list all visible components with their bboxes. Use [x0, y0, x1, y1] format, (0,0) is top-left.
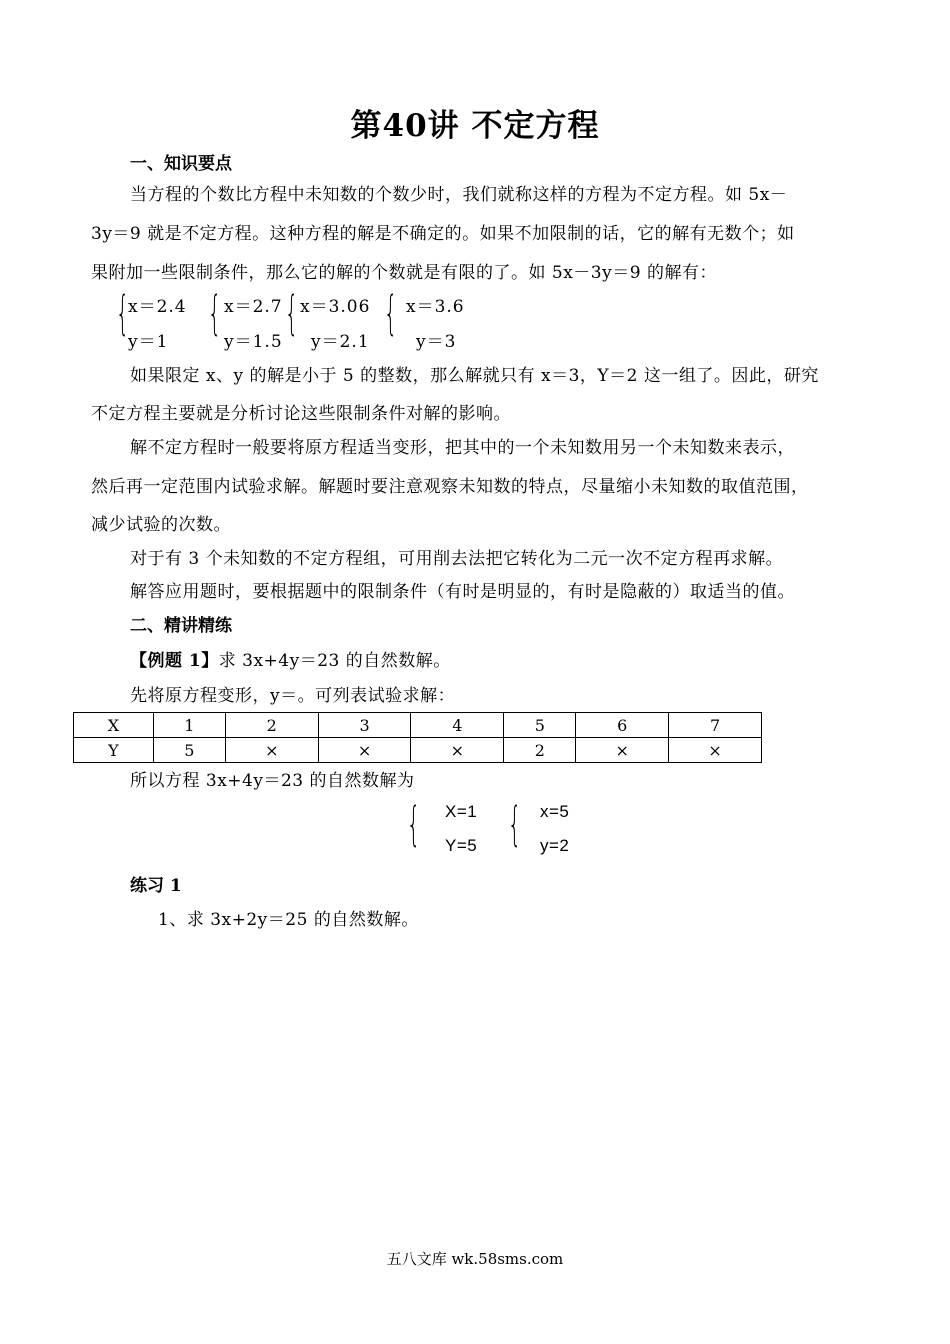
- table-cell: 2: [225, 713, 318, 738]
- table-cell: 2: [504, 738, 576, 763]
- paragraph-line: 对于有 3 个未知数的不定方程组，可用削去法把它转化为二元一次不定方程再求解。: [130, 549, 784, 569]
- page-title: 第40讲 不定方程: [350, 108, 600, 144]
- left-brace: {: [285, 286, 299, 340]
- paragraph-line: 当方程的个数比方程中未知数的个数少时，我们就称这样的方程为不定方程。如 5x－: [130, 185, 788, 205]
- paragraph-line: 不定方程主要就是分析讨论这些限制条件对解的影响。: [91, 404, 511, 424]
- table-cell: X: [74, 713, 154, 738]
- exercise-heading: 练习 1: [130, 876, 182, 896]
- table-cell: ×: [669, 738, 762, 763]
- solution-x: x＝2.4: [128, 297, 187, 317]
- solution-y: y＝2.1: [311, 332, 370, 352]
- left-brace: {: [208, 286, 222, 340]
- exercise-item: 1、求 3x+2y＝25 的自然数解。: [158, 910, 419, 930]
- table-cell: 5: [153, 738, 225, 763]
- answer-y: y=2: [540, 836, 570, 855]
- answer-y: Y=5: [445, 836, 478, 855]
- paragraph-line: 如果限定 x、y 的解是小于 5 的整数，那么解就只有 x＝3，Y＝2 这一组了。因此，研究: [130, 366, 819, 386]
- table-cell: 7: [669, 713, 762, 738]
- example-text: 求 3x+4y＝23 的自然数解。: [218, 651, 451, 671]
- solution-x: x＝3.6: [406, 297, 465, 317]
- table-cell: Y: [74, 738, 154, 763]
- section-heading-knowledge: 一、知识要点: [130, 154, 232, 174]
- paragraph-line: 解答应用题时，要根据题中的限制条件（有时是明显的，有时是隐蔽的）取适当的值。: [130, 582, 795, 602]
- solution-y: y＝1: [128, 332, 169, 352]
- example-label: 【例题 1】: [130, 651, 219, 671]
- solution-x: x＝2.7: [224, 297, 283, 317]
- paragraph-line: 然后再一定范围内试验求解。解题时要注意观察未知数的特点，尽量缩小未知数的取值范围，: [91, 477, 809, 497]
- table-row: [74, 713, 762, 738]
- left-brace: {: [116, 286, 130, 340]
- example-line: [130, 646, 451, 671]
- section-heading-practice: 二、精讲精练: [130, 616, 232, 636]
- footer-watermark: 五八文库 wk.58sms.com: [386, 1250, 564, 1268]
- table-cell: 3: [318, 713, 411, 738]
- trial-table: [73, 712, 762, 763]
- table-cell: ×: [411, 738, 504, 763]
- solution-y: y＝1.5: [224, 332, 283, 352]
- left-brace: {: [384, 286, 398, 340]
- table-cell: ×: [225, 738, 318, 763]
- table-cell: 4: [411, 713, 504, 738]
- table-cell: 6: [576, 713, 669, 738]
- step-text: 先将原方程变形，y＝。可列表试验求解：: [130, 686, 456, 706]
- paragraph-line: 3y＝9 就是不定方程。这种方程的解是不确定的。如果不加限制的话，它的解有无数个；如: [91, 224, 795, 244]
- conclusion-text: 所以方程 3x+4y＝23 的自然数解为: [130, 771, 415, 791]
- paragraph-line: 果附加一些限制条件，那么它的解的个数就是有限的了。如 5x－3y＝9 的解有：: [91, 263, 717, 283]
- left-brace: {: [508, 797, 522, 851]
- answer-x: X=1: [445, 802, 478, 821]
- table-cell: 1: [153, 713, 225, 738]
- table-row: [74, 738, 762, 763]
- left-brace: {: [407, 797, 421, 851]
- table-cell: ×: [576, 738, 669, 763]
- table-cell: 5: [504, 713, 576, 738]
- paragraph-line: 解不定方程时一般要将原方程适当变形，把其中的一个未知数用另一个未知数来表示，: [130, 438, 795, 458]
- answer-x: x=5: [540, 802, 570, 821]
- solution-x: x＝3.06: [300, 297, 371, 317]
- table-cell: ×: [318, 738, 411, 763]
- solution-y: y＝3: [416, 332, 457, 352]
- paragraph-line: 减少试验的次数。: [91, 515, 231, 535]
